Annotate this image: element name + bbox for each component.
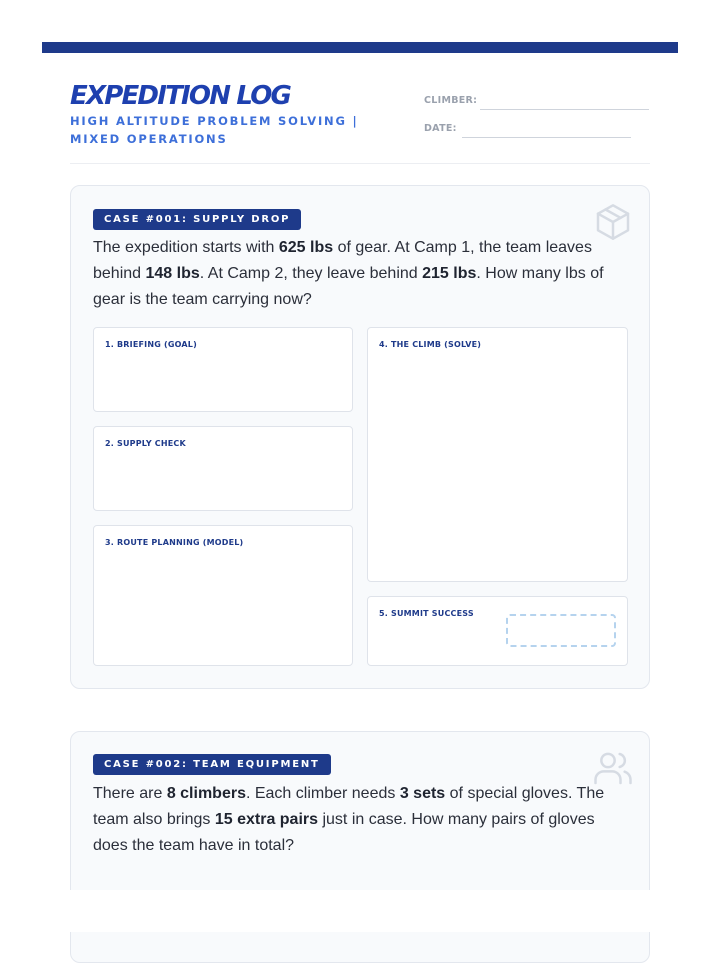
climber-label: CLIMBER: (424, 95, 478, 106)
climb-solve-box[interactable] (367, 327, 628, 582)
route-planning-label: 3. ROUTE PLANNING (MODEL) (105, 538, 244, 547)
page-title: EXPEDITION LOG (70, 81, 291, 111)
supply-check-box[interactable] (93, 426, 353, 511)
top-accent-bar (42, 42, 678, 53)
supply-check-label: 2. SUPPLY CHECK (105, 439, 186, 448)
answer-box[interactable] (506, 614, 616, 647)
case-card-001 (70, 185, 650, 689)
climber-name-line[interactable] (480, 109, 649, 110)
problem-text: The expedition starts with 625 lbs of gear. At Camp 1, the team leaves behind 148 lbs. At Camp 2, they leave behind 215 lbs. How many lbs of gear is the team carrying now? (93, 239, 604, 308)
date-label: DATE: (424, 123, 457, 134)
briefing-label: 1. BRIEFING (GOAL) (105, 340, 197, 349)
date-line[interactable] (462, 137, 631, 138)
case-badge: CASE #002: TEAM EQUIPMENT (93, 754, 331, 775)
case-badge: CASE #001: SUPPLY DROP (93, 209, 301, 230)
briefing-box[interactable] (93, 327, 353, 412)
problem-text: There are 8 climbers. Each climber needs 3 sets of special gloves. The team also brings 15 extra pairs just in case. How many pairs of gloves does the team have in total? (93, 785, 605, 854)
page-subtitle: HIGH ALTITUDE PROBLEM SOLVING | MIXED OPERATIONS (70, 114, 359, 146)
climb-solve-label: 4. THE CLIMB (SOLVE) (379, 340, 482, 349)
summit-success-box (367, 596, 628, 666)
header-divider (70, 163, 650, 164)
page-bottom-margin (0, 890, 720, 932)
route-planning-box[interactable] (93, 525, 353, 666)
summit-success-label: 5. SUMMIT SUCCESS (379, 609, 474, 618)
